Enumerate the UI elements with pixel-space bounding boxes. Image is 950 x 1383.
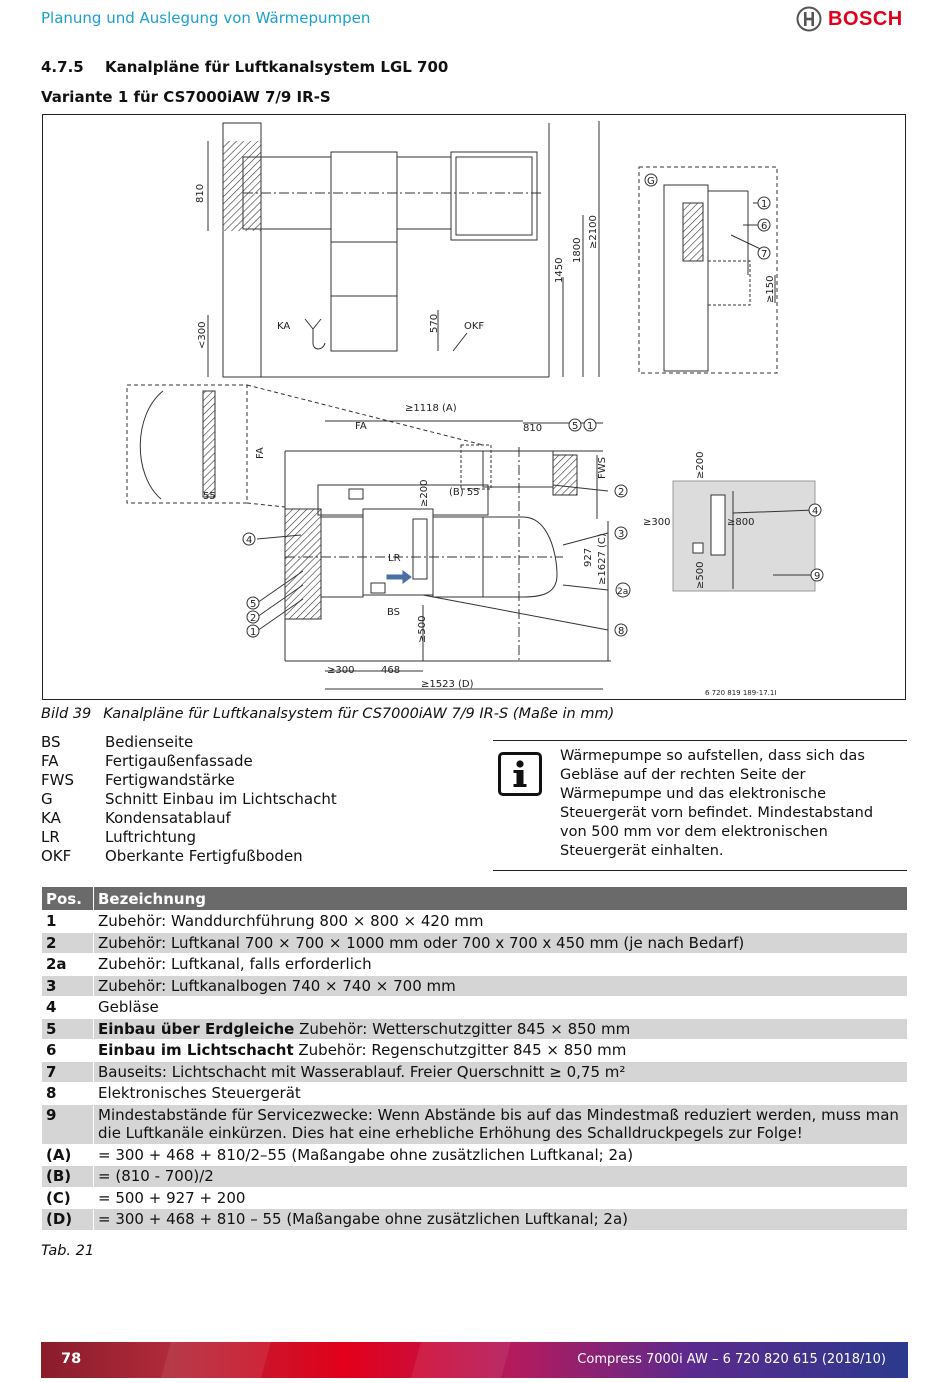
row-description-text: Gebläse: [98, 998, 159, 1016]
table-row: [42, 1083, 908, 1105]
row-pos: 9: [42, 1104, 94, 1144]
row-description-text: Zubehör: Luftkanal 700 × 700 × 1000 mm oder 700 x 700 x 450 mm (je nach Bedarf): [98, 933, 745, 952]
figure-caption-text: Kanalpläne für Luftkanalsystem für CS7000iAW 7/9 IR-S (Maße in mm): [103, 706, 615, 722]
duct-plan-drawing: [43, 115, 905, 699]
row-description: [94, 997, 908, 1019]
row-description-text: Zubehör: Wanddurchführung 800 × 800 × 420 mm: [98, 912, 484, 930]
bosch-logo: [796, 6, 903, 32]
row-pos: (A): [42, 1144, 94, 1166]
dim-1118: ≥1118 (A): [405, 403, 457, 414]
row-description-text: Bauseits: Lichtschacht mit Wasserablauf. Freier Querschnitt ≥ 0,75 m²: [98, 1062, 626, 1081]
row-description: [94, 1040, 908, 1062]
legend-key: G: [41, 790, 53, 808]
callout-7: 7: [761, 249, 768, 260]
dim-927: 927: [583, 547, 594, 567]
legend-key: KA: [41, 809, 61, 827]
dim-468: 468: [381, 665, 401, 676]
dim-1523: ≥1523 (D): [421, 679, 474, 690]
dim-200: ≥200: [419, 479, 430, 507]
row-description-text: = 300 + 468 + 810/2–55 (Maßangabe ohne zusätzlichen Luftkanal; 2a): [98, 1145, 634, 1164]
callout-1-g: 1: [761, 199, 768, 210]
row-pos: 2: [42, 932, 94, 954]
row-pos: (C): [42, 1187, 94, 1209]
section-number: 4.7.5: [41, 58, 84, 76]
footer-document-id: Compress 7000i AW – 6 720 820 615 (2018/10): [577, 1352, 886, 1367]
dim-570: 570: [429, 313, 440, 333]
row-description-text: = 300 + 468 + 810 – 55 (Maßangabe ohne zusätzlichen Luftkanal; 2a): [98, 1210, 629, 1228]
row-description: [94, 1104, 908, 1144]
callout-9: 9: [814, 571, 821, 582]
row-pos: (D): [42, 1209, 94, 1231]
row-description-text: Mindestabstände für Servicezwecke: Wenn Abstände bis auf das Mindestmaß reduziert werden, muss man die Luftkanäle einkürzen. Dies hat eine erhebliche Erhöhung des Schalldruckpegels zur Folge!: [98, 1105, 899, 1142]
brand-name: BOSCH: [828, 7, 903, 30]
table-header-row: [42, 887, 908, 911]
table-row: [42, 1166, 908, 1188]
dim-300-side: ≥300: [643, 517, 671, 528]
table-row: [42, 1209, 908, 1231]
legend-value: Fertigwandstärke: [105, 771, 235, 789]
row-description: [94, 1144, 908, 1166]
row-description-emphasis: Einbau im Lichtschacht: [98, 1041, 294, 1059]
legend-key: LR: [41, 828, 60, 846]
legend-key: BS: [41, 733, 61, 751]
duct-plan-figure: [42, 114, 906, 700]
callout-3: 3: [618, 529, 625, 540]
label-fa-1: FA: [255, 447, 266, 459]
bosch-armature-icon: [796, 6, 822, 32]
figure-code: 6 720 819 189-17.1I: [705, 689, 777, 697]
section-g-labels: [645, 174, 776, 303]
row-description: [94, 1166, 908, 1188]
row-description-text: = 500 + 927 + 200: [98, 1188, 246, 1207]
legend-row: [41, 790, 337, 809]
row-description: [94, 1187, 908, 1209]
label-lr: LR: [388, 553, 401, 564]
table-caption: Tab. 21: [41, 1243, 95, 1259]
dim-1627: ≥1627 (C): [597, 533, 608, 585]
dim-150: ≥150: [765, 275, 776, 303]
section-title: Kanalpläne für Luftkanalsystem LGL 700: [105, 58, 449, 76]
running-header: Planung und Auslegung von Wärmepumpen: [41, 9, 371, 27]
row-description-text: Zubehör: Wetterschutzgitter 845 × 850 mm: [294, 1019, 631, 1038]
info-icon: [498, 752, 542, 796]
legend-value: Bedienseite: [105, 733, 194, 751]
callout-2-right: 2: [618, 487, 625, 498]
row-description: [94, 911, 908, 933]
label-fa-2: FA: [355, 421, 367, 432]
label-g: G: [647, 176, 655, 187]
table-row: [42, 954, 908, 976]
row-pos: 8: [42, 1083, 94, 1105]
legend-row: [41, 847, 337, 866]
row-description: [94, 954, 908, 976]
row-pos: 7: [42, 1061, 94, 1083]
row-description: [94, 932, 908, 954]
dim-55: 55: [203, 491, 216, 502]
legend-row: [41, 828, 337, 847]
callout-5-left: 5: [250, 599, 257, 610]
callout-2-left: 2: [250, 613, 257, 624]
legend-row: [41, 733, 337, 752]
legend-value: Fertigaußenfassade: [105, 752, 253, 770]
dim-1450: 1450: [554, 257, 565, 283]
variant-heading: Variante 1 für CS7000iAW 7/9 IR-S: [41, 88, 331, 106]
row-description-text: Zubehör: Regenschutzgitter 845 × 850 mm: [293, 1041, 627, 1059]
row-pos: (B): [42, 1166, 94, 1188]
row-pos: 6: [42, 1040, 94, 1062]
table-row: [42, 911, 908, 933]
table-row: [42, 1104, 908, 1144]
row-pos: 1: [42, 911, 94, 933]
column-header-pos: Pos.: [42, 887, 94, 911]
row-pos: 5: [42, 1018, 94, 1040]
callout-1-top: 1: [587, 421, 594, 432]
label-bs: BS: [387, 607, 401, 618]
dim-500-side: ≥500: [695, 561, 706, 589]
table-row: [42, 975, 908, 997]
legend-value: Kondensatablauf: [105, 809, 231, 827]
dim-b-55: (B) 55: [449, 487, 480, 498]
legend-value: Oberkante Fertigfußboden: [105, 847, 303, 865]
dim-300-elev: <300: [197, 321, 208, 349]
row-description: [94, 1018, 908, 1040]
legend-key: OKF: [41, 847, 72, 865]
label-ka: KA: [277, 321, 291, 332]
row-description: [94, 1209, 908, 1231]
info-note: [493, 740, 907, 871]
table-row: [42, 997, 908, 1019]
figure-caption-label: Bild 39: [41, 706, 92, 722]
plan-view: [127, 385, 815, 689]
dim-500: ≥500: [417, 615, 428, 643]
callout-4-left: 4: [246, 535, 253, 546]
row-description-emphasis: Einbau über Erdgleiche: [98, 1019, 295, 1038]
legend-row: [41, 771, 337, 790]
row-description-text: Elektronisches Steuergerät: [98, 1084, 301, 1102]
info-note-text: Wärmepumpe so aufstellen, dass sich das Gebläse auf der rechten Seite der Wärmepumpe und das elektronische Steuergerät vorn befindet. Mindestabstand von 500 mm vor dem elektronischen Steuergerät einhalten.: [560, 748, 874, 859]
dim-200-side: ≥200: [695, 451, 706, 479]
position-table: [41, 886, 908, 1231]
abbreviation-legend: [41, 733, 337, 866]
callout-5-top: 5: [572, 421, 579, 432]
callout-8: 8: [618, 626, 625, 637]
table-row: [42, 1187, 908, 1209]
dim-1800: 1800: [572, 237, 583, 263]
footer-bar: [41, 1342, 908, 1378]
callout-1-left: 1: [250, 627, 257, 638]
row-description-text: Zubehör: Luftkanalbogen 740 × 740 × 700 mm: [98, 976, 456, 995]
row-pos: 3: [42, 975, 94, 997]
legend-key: FWS: [41, 771, 74, 789]
column-header-bezeichnung: Bezeichnung: [94, 887, 908, 911]
row-description: [94, 1083, 908, 1105]
row-description: [94, 1061, 908, 1083]
row-description-text: = (810 - 700)/2: [98, 1167, 214, 1185]
dim-810-plan: 810: [523, 423, 543, 434]
dim-800: ≥800: [727, 517, 755, 528]
figure-caption: [41, 706, 614, 722]
dim-2100: ≥2100: [588, 215, 599, 249]
row-description: [94, 975, 908, 997]
dim-300-plan: ≥300: [327, 665, 355, 676]
legend-row: [41, 752, 337, 771]
page-number: 78: [61, 1351, 82, 1367]
callout-2a: 2a: [617, 587, 629, 597]
table-row: [42, 1018, 908, 1040]
table-row: [42, 1061, 908, 1083]
table-body: [42, 911, 908, 1231]
legend-row: [41, 809, 337, 828]
label-okf: OKF: [464, 321, 485, 332]
legend-value: Schnitt Einbau im Lichtschacht: [105, 790, 337, 808]
section-g-view: [639, 167, 777, 373]
legend-key: FA: [41, 752, 59, 770]
dim-810: 810: [195, 183, 206, 203]
section-heading: [41, 58, 448, 76]
table-row: [42, 932, 908, 954]
callout-4-right: 4: [812, 506, 819, 517]
callout-6: 6: [761, 221, 768, 232]
table-row: [42, 1144, 908, 1166]
row-pos: 2a: [42, 954, 94, 976]
label-fws: FWS: [597, 457, 608, 479]
row-description-text: Zubehör: Luftkanal, falls erforderlich: [98, 955, 372, 973]
row-pos: 4: [42, 997, 94, 1019]
legend-value: Luftrichtung: [105, 828, 197, 846]
elevation-view: [208, 121, 599, 377]
table-row: [42, 1040, 908, 1062]
